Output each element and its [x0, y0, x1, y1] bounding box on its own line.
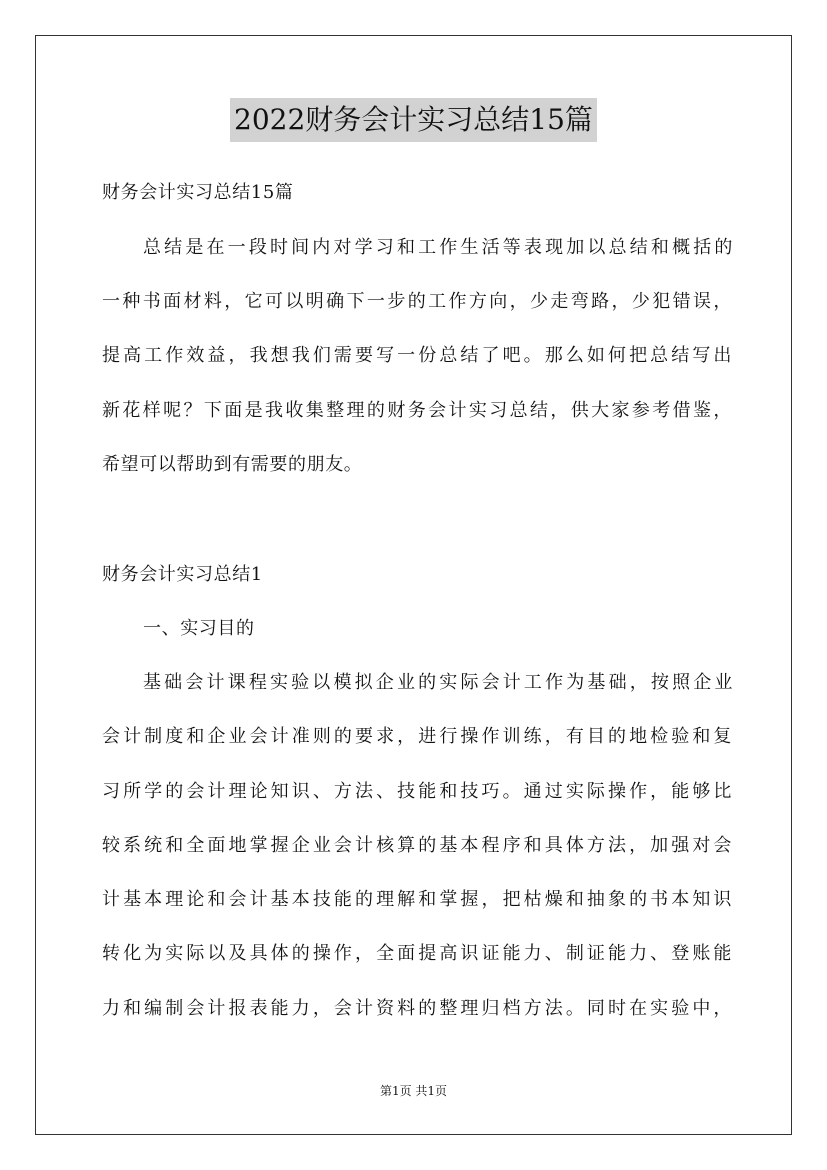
- body-line: 转化为实际以及具体的操作，全面提高识证能力、制证能力、登账能: [102, 943, 732, 964]
- intro-line: 总结是在一段时间内对学习和工作生活等表现加以总结和概括的: [143, 237, 733, 258]
- intro-line: 新花样呢？下面是我收集整理的财务会计实习总结，供大家参考借鉴，: [102, 400, 732, 421]
- title-container: [0, 98, 827, 142]
- intro-line: 希望可以帮助到有需要的朋友。: [102, 454, 363, 475]
- body-line: 基础会计课程实验以模拟企业的实际会计工作为基础，按照企业: [143, 672, 733, 693]
- sub-heading: 一、实习目的: [143, 618, 255, 639]
- body-line: 计基本理论和会计基本技能的理解和掌握，把枯燥和抽象的书本知识: [102, 889, 732, 910]
- body-line: 会计制度和企业会计准则的要求，进行操作训练，有目的地检验和复: [102, 726, 732, 747]
- document-title: 2022财务会计实习总结15篇: [230, 98, 597, 142]
- intro-line: 一种书面材料，它可以明确下一步的工作方向，少走弯路，少犯错误，: [102, 291, 732, 312]
- subtitle: 财务会计实习总结15篇: [102, 182, 294, 203]
- body-line: 习所学的会计理论知识、方法、技能和技巧。通过实际操作，能够比: [102, 781, 732, 802]
- section-heading: 财务会计实习总结1: [102, 564, 263, 585]
- page-footer: 第1页 共1页: [379, 1084, 448, 1098]
- intro-line: 提高工作效益，我想我们需要写一份总结了吧。那么如何把总结写出: [102, 345, 732, 366]
- body-line: 力和编制会计报表能力，会计资料的整理归档方法。同时在实验中，: [102, 998, 732, 1019]
- body-line: 较系统和全面地掌握企业会计核算的基本程序和具体方法，加强对会: [102, 835, 732, 856]
